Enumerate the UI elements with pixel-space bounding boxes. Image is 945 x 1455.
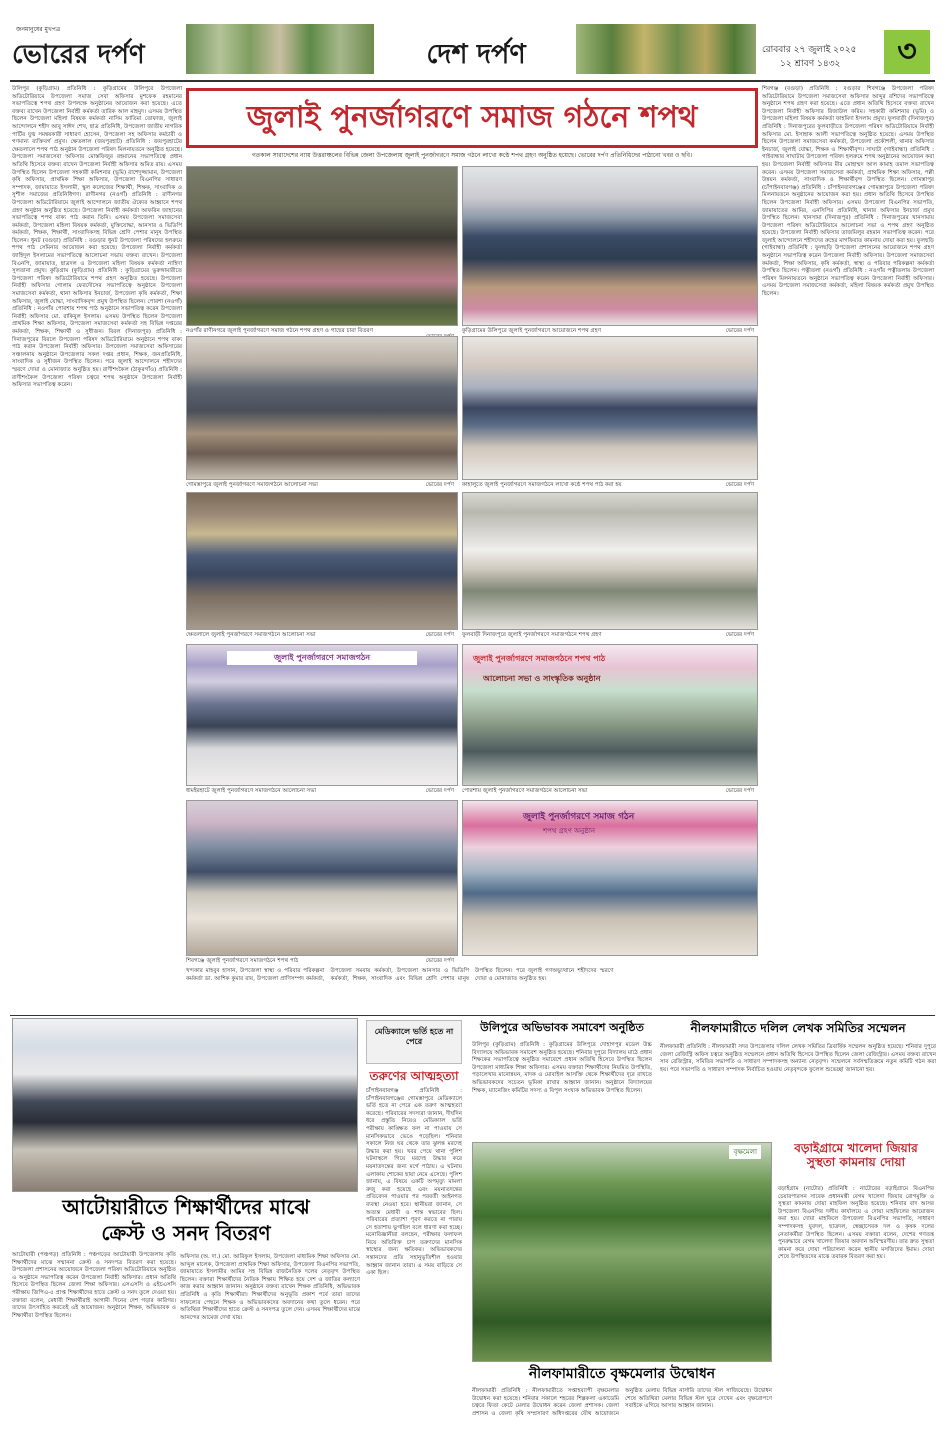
photo-shibganj: [186, 800, 458, 956]
caption-khetlal-text: ক্ষেতলালে জুলাই পুনর্জাগরণে সমাজগঠনে আলোচনা সভা: [186, 632, 316, 638]
photo-porsha: [462, 644, 758, 786]
photo-dhamoirhat: [186, 644, 458, 786]
section-title: দেশ দর্পণ: [426, 39, 526, 70]
banner-ulipur-ceremony: জুলাই পুনর্জাগরণে সমাজ গঠন: [523, 812, 635, 822]
photo-gomostapur: [186, 336, 458, 480]
caption-fulbari: [462, 631, 758, 641]
caption-gomostapur-credit: ভোরের দর্পণ: [425, 482, 454, 488]
caption-gomostapur-text: গোমস্তাপুরে জুলাই পুনর্জাগরণে সমাজগঠনে আলোচনা সভা: [186, 482, 318, 488]
photo-fulbari: [462, 492, 758, 630]
caption-kahalu: [462, 481, 758, 491]
main-headline: জুলাই পুনর্জাগরণে সমাজ গঠনে শপথ: [246, 100, 698, 135]
banner-ulipur-ceremony-sub: শপথ গ্রহণ অনুষ্ঠান: [543, 827, 596, 835]
kicker-suicide-text: মেডিক্যালে ভর্তি হতে না পেরে: [374, 1027, 454, 1046]
date-line-1: রোববার ২৭ জুলাই ২০২৫: [762, 45, 857, 55]
banner-porsha-sub: আলোচনা সভা ও সাংস্কৃতিক অনুষ্ঠান: [483, 674, 601, 683]
photo-ulipur: [462, 166, 758, 326]
headline-atwari-2: ক্রেস্ট ও সনদ বিতরণ: [101, 1221, 271, 1245]
caption-khetlal-credit: ভোরের দর্পণ: [425, 632, 454, 638]
masthead: [0, 0, 945, 80]
photo-ulipur-ceremony: [462, 800, 758, 956]
caption-ulipur-credit: ভোরের দর্পণ: [725, 328, 754, 334]
banner-dhamoirhat: জুলাই পুনর্জাগরণে সমাজগঠন: [227, 651, 417, 665]
caption-porsha: [462, 787, 758, 797]
caption-shibganj-text: শিবগঞ্জে জুলাই পুনর্জাগরণে সমাজগঠনে শপথ পাঠ: [186, 958, 299, 964]
headline-ulipur-parents: উলিপুরে অভিভাবক সমাবেশ অনুষ্ঠিত: [480, 1021, 644, 1034]
caption-fulbari-text: ফুলবাড়ী দিনাজপুরে জুলাই পুনর্জাগরণে সমাজগঠনে শপথ গ্রহণ: [462, 632, 602, 638]
story-suicide-continued: [366, 1196, 462, 1446]
caption-dhamoirhat-credit: ভোরের দর্পণ: [425, 788, 454, 794]
headline-atwari-1: আটোয়ারীতে শিক্ষার্থীদের মাঝে: [62, 1195, 310, 1219]
story-nilphamari-deed-body: নীলফামারী প্রতিনিধি : নীলফামারী সদর উপজেলার দলিল লেখক সমিতির ত্রিবার্ষিক সম্মেলন অনুষ্ঠিত হয়েছে। শনিবার দুপুরে জেলা রেজিস্ট্রি অফিস চত্বরে অনুষ্ঠিত সম্মেলনে প্রধান অতিথি হিসেবে উপস্থিত ছিলেন জেলা রেজিস্ট্রার। এসময় বক্তব্য রাখেন সাব রেজিস্ট্রার, সমিতির সভাপতি ও সাধারণ সম্পাদকসহ অন্যান্য নেতৃবৃন্দ। সম্মেলনে সর্বসম্মতিক্রমে নতুন কমিটি গঠন করা হয়। পরে সভাপতি ও সাধারণ সম্পাদক নির্বাচিত হওয়ায় নেতৃবৃন্দকে ফুলেল শুভেচ্ছা জানানো হয়।: [660, 1044, 936, 1073]
photo-tree-fair: [472, 1142, 772, 1362]
caption-porsha-text: পোরশায় জুলাই পুনর্জাগরণে সমাজগঠনে আলোচনা সভা: [462, 788, 588, 794]
photo-atwari: [12, 1018, 358, 1192]
caption-porsha-credit: ভোরের দর্পণ: [725, 788, 754, 794]
main-subtitle: গতকাল সারাদেশের ন্যায় উত্তরাঞ্চলের বিভিন্ন জেলা উপজেলায় জুলাই পুনর্জাগরণে সমাজ গঠনে লাখো কণ্ঠে শপথ গ্রহণ অনুষ্ঠিত হয়েছে। ভোরের দর্পণ প্রতিনিধিদের পাঠানো খবর ও ছবি।: [251, 152, 693, 159]
headline-tree-fair: নীলফামারীতে বৃক্ষমেলার উদ্বোধন: [528, 1366, 716, 1382]
caption-ulipur-text: কুড়িগ্রামের উলিপুরে জুলাই পুনর্জাগরণে আয়োজনে শপথ গ্রহণ: [462, 328, 602, 334]
main-right-column: শিবগঞ্জ (বগুড়া) প্রতিনিধি : বগুড়ার শিবগঞ্জে উপজেলা পরিষদ অডিটোরিয়ামে উপজেলা সমাজসেবা অফিসার আব্দুর রশিদের সভাপতিত্বে অনুষ্ঠানে শপথ গ্রহণ করা হয়েছে। এতে প্রধান অতিথি হিসেবে বক্তব্য রাখেন উপজেলা নির্বাহী অফিসার রিজাউল করিম। সহকারী কমিশনার (ভূমি) ও উপজেলা মহিলা বিষয়ক কর্মকর্তা ফাহমিদা ইসলাম প্রমুখ। ফুলবাড়ী (দিনাজপুর) প্রতিনিধি : দিনাজপুরের ফুলবাড়ীতে উপজেলা পরিষদ অডিটোরিয়ামে নির্বাহী অফিসার মো. ইসাহাক আলী সভাপতিত্বে অনুষ্ঠিত হয়েছে। এসময় উপস্থিত ছিলেন উপজেলা সমাজসেবা কর্মকর্তা, উপজেলা প্রকৌশলী, থানার অফিসার ইনচার্জ, জুলাই যোদ্ধা, শিক্ষক ও শিক্ষার্থীবৃন্দ। সাঘাটা (গাইবান্ধা) প্রতিনিধি : গাইবান্ধার সাঘাটায় উপজেলা পরিষদ হলরুমে শপথ অনুষ্ঠানের আয়োজন করা হয়। উপজেলা নির্বাহী অফিসার মীর মোহাম্মদ আল কামাহ তমাল সভাপতিত্ব করেন। এসময় উপজেলা সমাজসেবা কর্মকর্তা, প্রাথমিক শিক্ষা অফিসার, পল্লী উন্নয়ন কর্মকর্তা, সাংবাদিক ও শিক্ষার্থীবৃন্দ উপস্থিত ছিলেন। গোমস্তাপুর (চাঁপাইনবাবগঞ্জ) প্রতিনিধি : চাঁপাইনবাবগঞ্জের গোমস্তাপুরে উপজেলা পরিষদ মিলনায়তনে অনুষ্ঠানের আয়োজন করা হয়। প্রধান অতিথি হিসেবে উপস্থিত ছিলেন উপজেলা নির্বাহী অফিসার। এসময় উপজেলা বিএনপির সভাপতি, জামায়াতের আমির, এনসিপির প্রতিনিধি, থানার অফিসার ইনচার্জ প্রমুখ উপস্থিত ছিলেন। খানসামা (দিনাজপুর) প্রতিনিধি : দিনাজপুরের খানসামায় উপজেলা পরিষদ অডিটোরিয়ামে আলোচনা সভা ও শপথ গ্রহণ অনুষ্ঠিত হয়েছে। উপজেলা নির্বাহী অফিসার তাজমিলুর রহমান সভাপতিত্ব করেন। পরে জুলাই আন্দোলনে শহীদদের রুহের মাগফিরাত কামনায় দোয়া করা হয়। ফুলছড়ি (গাইবান্ধা) প্রতিনিধি : ফুলছড়ি উপজেলা প্রশাসনের আয়োজনে শপথ গ্রহণ অনুষ্ঠানে সভাপতিত্ব করেন উপজেলা নির্বাহী অফিসার। উপজেলা সমাজসেবা কর্মকর্তা, শিক্ষা অফিসার, কৃষি কর্মকর্তা, স্বাস্থ্য ও পরিবার পরিকল্পনা কর্মকর্তা উপস্থিত ছিলেন। পত্নীতলা (নওগাঁ) প্রতিনিধি : নওগাঁর পত্নীতলায় উপজেলা পরিষদ মিলনায়তনে অনুষ্ঠানে সভাপতিত্ব করেন উপজেলা নির্বাহী অফিসার। এসময় উপজেলা সমাজসেবা কর্মকর্তা, মহিলা বিষয়ক কর্মকর্তা প্রমুখ উপস্থিত ছিলেন।: [762, 86, 934, 298]
caption-khetlal: [186, 631, 458, 641]
headline-khaleda: বড়াইগ্রামে খালেদা জিয়ার সুস্থতা কামনায় দোয়া: [794, 1141, 918, 1169]
caption-dhamoirhat: [186, 787, 458, 797]
caption-dhamoirhat-text: ধামইরহাটে জুলাই পুনর্জাগরণে সমাজগঠনে আলোচনা সভা: [186, 788, 317, 794]
story-ulipur-body: উলিপুর (কুড়িগ্রাম) প্রতিনিধি : কুড়িগ্রামের উলিপুরে দোহাগপুর মডেল উচ্চ বিদ্যালয়ে অভিভাবক সমাবেশ অনুষ্ঠিত হয়েছে। শনিবার দুপুরে বিদ্যালয় মাঠে প্রধান শিক্ষকের সভাপতিত্বে অনুষ্ঠিত সমাবেশে প্রধান অতিথি হিসেবে উপস্থিত ছিলেন উপজেলা মাধ্যমিক শিক্ষা অফিসার। এসময় বক্তারা শিক্ষার্থীদের নিয়মিত উপস্থিতি, পড়ালেখার মানোন্নয়ন, মাদক ও মোবাইল আসক্তি থেকে শিক্ষার্থীদের দূরে রাখতে অভিভাবকদের সচেতন ভূমিকা রাখার আহ্বান জানান। অনুষ্ঠানে বিদ্যালয়ের শিক্ষক, ম্যানেজিং কমিটির সদস্য ও বিপুল সংখ্যক অভিভাবক উপস্থিত ছিলেন।: [472, 1042, 652, 1094]
caption-fulbari-credit: ভোরের দর্পণ: [725, 632, 754, 638]
photo-kahalu: [462, 336, 758, 480]
caption-raninagar-text: নওগাঁর রাণীনগরে জুলাই পুনর্জাগরণে সমাজ গঠনে শপথ গ্রহণ ও গাছের চারা বিতরণ: [186, 328, 373, 334]
photo-raninagar: [186, 166, 458, 326]
paper-name: ভোরের দর্পণ: [12, 40, 145, 70]
story-khaleda-body: বড়াইগ্রাম (নাটোর) প্রতিনিধি : নাটোরের বড়াইগ্রামে বিএনপির চেয়ারপারসন সাবেক প্রধানমন্ত্রী বেগম খালেদা জিয়ার রোগমুক্তি ও সুস্থতা কামনায় দোয়া মাহফিল অনুষ্ঠিত হয়েছে। শনিবার বাদ আসর উপজেলা বিএনপির দলীয় কার্যালয়ে এ দোয়া মাহফিলের আয়োজন করা হয়। দোয়া মাহফিলে উপজেলা বিএনপির সভাপতি, সাধারণ সম্পাদকসহ যুবদল, ছাত্রদল, স্বেচ্ছাসেবক দল ও কৃষক দলের নেতাকর্মীরা উপস্থিত ছিলেন। এসময় বক্তারা বলেন, দেশের গণতন্ত্র পুনরুদ্ধারে বেগম খালেদা জিয়ার অবদান অবিস্মরণীয়। তার দ্রুত সুস্থতা কামনা করে দোয়া পরিচালনা করেন স্থানীয় মসজিদের ইমাম। দোয়া শেষে উপস্থিতদের মাঝে তবারক বিতরণ করা হয়।: [778, 1186, 934, 1261]
masthead-rule: [10, 80, 935, 82]
photo-khetlal: [186, 492, 458, 630]
tree-fair-sign: বৃক্ষমেলা: [729, 1145, 761, 1159]
caption-shibganj: [186, 957, 458, 967]
caption-shibganj-credit: ভোরের দর্পণ: [425, 958, 454, 964]
main-headline-box: [186, 88, 758, 148]
kicker-suicide: [366, 1020, 462, 1064]
headline-suicide: তরুণের আত্মহত্যা: [369, 1069, 459, 1083]
caption-kahalu-credit: ভোরের দর্পণ: [725, 482, 754, 488]
page-number: ৩: [884, 30, 930, 74]
story-atwari-col1: আটোয়ারী (পঞ্চগড়) প্রতিনিধি : পঞ্চগড়ের আটোয়ারী উপজেলায় কৃতি শিক্ষার্থীদের মাঝে সম্মাননা ক্রেস্ট ও সনদপত্র বিতরণ করা হয়েছে। উপজেলা প্রশাসনের আয়োজনে উপজেলা পরিষদ অডিটোরিয়ামে অনুষ্ঠিত এ অনুষ্ঠানে সভাপতিত্ব করেন উপজেলা নির্বাহী অফিসার। প্রধান অতিথি হিসেবে উপস্থিত ছিলেন জেলা শিক্ষা অফিসার। এসএসসি ও এইচএসসি পরীক্ষায় জিপিএ-৫ প্রাপ্ত শিক্ষার্থীদের হাতে ক্রেস্ট ও সনদ তুলে দেওয়া হয়। বক্তারা বলেন, মেধাবী শিক্ষার্থীরাই আগামী দিনের দেশ গড়ার কারিগর। তাদের উৎসাহিত করতেই এই আয়োজন। অনুষ্ঠানে শিক্ষক, অভিভাবক ও শিক্ষার্থীরা উপস্থিত ছিলেন।: [12, 1252, 176, 1319]
main-left-column: উলিপুর (কুড়িগ্রাম) প্রতিনিধি : কুড়িগ্রামের উলিপুরে উপজেলা অডিটোরিয়ামে উপজেলা সমাজ সেবা অফিসার মুশফেক রহমানের সভাপতিত্বে শপথ গ্রহণ উপলক্ষে অনুষ্ঠানের আয়োজন করা হয়েছে। এতে বক্তব্য রাখেন উপজেলা নির্বাহী কর্মকর্তা তারিক আল মাহমুদ। এসময় উপস্থিত ছিলেন উপজেলা মহিলা বিষয়ক কর্মকর্তা নাসিম ফাতিমা তোফাজ, জুলাই আন্দোলনে শহীদ আবু সাঈদ শেখ, ছাত্র প্রতিনিধি, উপজেলা জাতীয় নাগরিক পার্টির যুগ্ম সমন্বয়কারী সাধারণ হোসেন, উপজেলা সহ অফিসার কর্মচারী ও গণমান্য ব্যক্তিবর্গ প্রমুখ। ক্ষেতলাল (জয়পুরহাট) প্রতিনিধি : জয়পুরহাটের ক্ষেতলালে শপথ পাঠ অনুষ্ঠান উপজেলা পরিষদ মিলনায়তনে অনুষ্ঠিত হয়েছে। উপজেলা সমাজসেবা অফিসার মোস্তফিজুর রহমানের সভাপতিত্বে প্রধান অতিথি হিসেবে বক্তব্য রাখেন উপজেলা নির্বাহী অফিসার অমিত রায়। এসময় উপস্থিত ছিলেন উপজেলা সহকারী কমিশনার (ভূমি) রাশেদুজ্জামান, উপজেলা কৃষি অফিসার, প্রাথমিক শিক্ষা অফিসার, উপজেলা বিএনপির সাধারণ সম্পাদক, জামায়াতে ইসলামী, স্কুল কলেজের শিক্ষার্থী, শিক্ষক, সাংবাদিক ও সুশীল সমাজের প্রতিনিধিগণ। রাণীনগর (নওগাঁ) প্রতিনিধি : রাণীনগর উপজেলা অডিটোরিয়ামে জুলাই আন্দোলনে জাতীয় ঐক্যের আহ্বানে শপথ গ্রহণ অনুষ্ঠান অনুষ্ঠিত হয়েছে। উপজেলা নির্বাহী কর্মকর্তা আফরিন জাহানের সভাপতিত্বে শপথ বাক্য পাঠ করান তিনি। এসময় উপজেলা সমাজসেবা কর্মকর্তা, উপজেলা মহিলা বিষয়ক কর্মকর্তা, মুক্তিযোদ্ধা, আনসার ও ভিডিপি কর্মকর্তা, শিক্ষক, শিক্ষার্থী, সাংবাদিকসহ বিভিন্ন শ্রেণি পেশার মানুষ উপস্থিত ছিলেন। ধুনট (বগুড়া) প্রতিনিধি : বগুড়ার ধুনট উপজেলা পরিষদের হলরুমে শপথ পাঠ সেমিনার আয়োজন করা হয়েছে। উপজেলা নির্বাহী কর্মকর্তা জাহিদুল ইসলামের সভাপতিত্বে আলোচনা সভায় বক্তব্য রাখেন। উপজেলা বিএনপি, জামায়াত, ছাত্রদল ও উপজেলা মহিলা বিষয়ক কর্মকর্তা নাহিদা সুলতানা প্রমুখ। কুড়িগ্রাম (কুড়িগ্রাম) প্রতিনিধি : কুড়িগ্রামের ভুরুঙ্গামারীতে উপজেলা পরিষদ অডিটোরিয়ামে শপথ গ্রহণ অনুষ্ঠিত হয়েছে। উপজেলা নির্বাহী অফিসার গোলাম ফেরদৌসের সভাপতিত্বে অনুষ্ঠানে উপজেলা সমাজসেবা কর্মকর্তা, থানা অফিসার ইনচার্জ, উপজেলা কৃষি কর্মকর্তা, শিক্ষা অফিসার, জুলাই যোদ্ধা, সাংবাদিকবৃন্দ প্রমুখ উপস্থিত ছিলেন। পোরশা (নওগাঁ) প্রতিনিধি : নওগাঁর পোরশায় শপথ পাঠ অনুষ্ঠানে সভাপতিত্ব করেন উপজেলা নির্বাহী অফিসার মো. রাকিবুল ইসলাম। এসময় উপস্থিত ছিলেন উপজেলা প্রাথমিক শিক্ষা অফিসার, উপজেলা সমাজসেবা কর্মকর্তা সহ বিভিন্ন দপ্তরের কর্মকর্তা, শিক্ষক, শিক্ষার্থী ও সুধীজন। বিরল (দিনাজপুর) প্রতিনিধি : দিনাজপুরের বিরলে উপজেলা পরিষদ অডিটোরিয়ামে অনুষ্ঠানে শপথ বাক্য পাঠ করান উপজেলা নির্বাহী অফিসার। উপজেলা সমাজসেবা অফিসারের সঞ্চালনায় অনুষ্ঠানে উপজেলার সকল দপ্তর প্রধান, শিক্ষক, জনপ্রতিনিধি, সাংবাদিক ও সুধীজন উপস্থিত ছিলেন। পরে জুলাই আন্দোলনে শহীদদের স্মরণে দোয়া ও মোনাজাত অনুষ্ঠিত হয়। রাণীশংকৈল (ঠাকুরগাঁও) প্রতিনিধি : রাণীশংকৈল উপজেলা পরিষদ চত্বরে শপথ অনুষ্ঠানে উপজেলা নির্বাহী অফিসার সভাপতিত্ব করেন।: [12, 86, 182, 389]
story-tree-fair-body: নীলফামারী প্রতিনিধি : নীলফামারীতে সপ্তাহব্যাপী বৃক্ষমেলার উদ্বোধন করা হয়েছে। শনিবার সকালে শহরের শিল্পকলা একাডেমি চত্বরে ফিতা কেটে মেলার উদ্বোধন করেন জেলা প্রশাসক। জেলা প্রশাসন ও জেলা কৃষি সম্প্রসারণ অধিদপ্তরের যৌথ আয়োজনে অনুষ্ঠিত মেলায় বিভিন্ন নার্সারি তাদের স্টল সাজিয়েছে। উদ্বোধন শেষে অতিথিরা মেলার বিভিন্ন স্টল ঘুরে দেখেন এবং বৃক্ষরোপণে সবাইকে এগিয়ে আসার আহ্বান জানান।: [472, 1388, 772, 1417]
story-suicide-body: চাঁপাইনবাবগঞ্জ প্রতিনিধি : চাঁপাইনবাবগঞ্জের গোমস্তাপুরে মেডিক্যালে ভর্তি হতে না পেরে এক তরুণ আত্মহত্যা করেছে। পরিবারের সদস্যরা জানান, দীর্ঘদিন ধরে প্রস্তুতি নিয়েও মেডিক্যাল ভর্তি পরীক্ষায় কাঙ্ক্ষিত ফল না পাওয়ায় সে মানসিকভাবে ভেঙে পড়েছিল। শনিবার সকালে নিজ ঘর থেকে তার ঝুলন্ত মরদেহ উদ্ধার করা হয়। খবর পেয়ে থানা পুলিশ ঘটনাস্থলে গিয়ে মরদেহ উদ্ধার করে ময়নাতদন্তের জন্য মর্গে পাঠায়। এ ঘটনায় এলাকায় শোকের ছায়া নেমে এসেছে। পুলিশ জানায়, এ বিষয়ে একটি অপমৃত্যু মামলা রুজু করা হয়েছে এবং ময়নাতদন্তের প্রতিবেদন পাওয়ার পর পরবর্তী আইনগত ব্যবস্থা নেওয়া হবে। স্থানীয়রা জানান, সে অত্যন্ত মেধাবী ও শান্ত স্বভাবের ছিল। পরিবারের প্রত্যাশা পূরণ করতে না পারায় সে হতাশায় ভুগছিল বলে ধারণা করা হচ্ছে। মনোবিজ্ঞানীরা বলছেন, পরীক্ষার ফলাফল নিয়ে অতিরিক্ত চাপ তরুণদের মানসিক স্বাস্থ্যের জন্য ক্ষতিকর। অভিভাবকদের সন্তানদের প্রতি সহানুভূতিশীল হওয়ার আহ্বান জানান তারা। এ সময় বাড়িতে সে একা ছিল।: [366, 1088, 462, 1277]
story-bottom-mid: খন্দকার মাহবুব হাসান, উপজেলা স্বাস্থ্য ও পরিবার পরিকল্পনা কর্মকর্তা ডা. আশিক কুমার রায়, উপজেলা প্রাণিসম্পদ কর্মকর্তা, উপজেলা সমবায় কর্মকর্তা, উপজেলা আনসার ও ভিডিপি কর্মকর্তা, শিক্ষক, সাংবাদিক এবং বিভিন্ন শ্রেণি পেশার মানুষ উপস্থিত ছিলেন। পরে জুলাই গণঅভ্যুত্থানে শহীদদের স্মরণে দোয়া ও মোনাজাত অনুষ্ঠিত হয়।: [186, 968, 614, 982]
story-atwari-col2: অফিসার (অ. দা.) মো. আরিফুল ইসলাম, উপজেলা মাধ্যমিক শিক্ষা অফিসার মো. আব্দুল মালেক, উপজেলা প্রাথমিক শিক্ষা অফিসার, উপজেলা বিএনপির সভাপতি, জামায়াতে ইসলামীর আমির সহ বিভিন্ন রাজনৈতিক দলের নেতৃবৃন্দ উপস্থিত ছিলেন। বক্তারা শিক্ষার্থীদের নৈতিক শিক্ষায় শিক্ষিত হয়ে দেশ ও জাতির কল্যাণে কাজ করার আহ্বান জানান। অনুষ্ঠানে বক্তব্য রাখেন শিক্ষক প্রতিনিধি, অভিভাবক প্রতিনিধি ও কৃতি শিক্ষার্থীরা। শিক্ষার্থীদের অনুভূতি প্রকাশ পর্বে তারা তাদের সাফল্যের পেছনে শিক্ষক ও অভিভাবকদের অবদানের কথা তুলে ধরেন। পরে অতিথিরা শিক্ষার্থীদের হাতে ক্রেস্ট ও সনদপত্র তুলে দেন। এসময় শিক্ষার্থীদের মাঝে আনন্দের আমেজ দেখা যায়।: [180, 1254, 360, 1321]
caption-kahalu-text: কাহালুতে জুলাই পুনর্জাগরণে সমাজগঠনে লাখো কণ্ঠে শপথ পাঠ করা হয়: [462, 482, 622, 488]
logo-tagline: জনমানুষের মুখপত্র: [16, 26, 61, 33]
masthead-photo-right: [576, 24, 756, 74]
headline-nilphamari-deed: নীলফামারীতে দলিল লেখক সমিতির সম্মেলন: [690, 1021, 906, 1035]
masthead-photo-left: [186, 24, 374, 74]
date-line-2: ১২ শ্রাবণ ১৪৩২: [780, 59, 841, 69]
mid-rule: [10, 1015, 935, 1016]
banner-porsha: জুলাই পুনর্জাগরণে সমাজগঠনে শপথ পাঠ: [473, 654, 606, 663]
paper-logo: [12, 28, 184, 72]
caption-gomostapur: [186, 481, 458, 491]
